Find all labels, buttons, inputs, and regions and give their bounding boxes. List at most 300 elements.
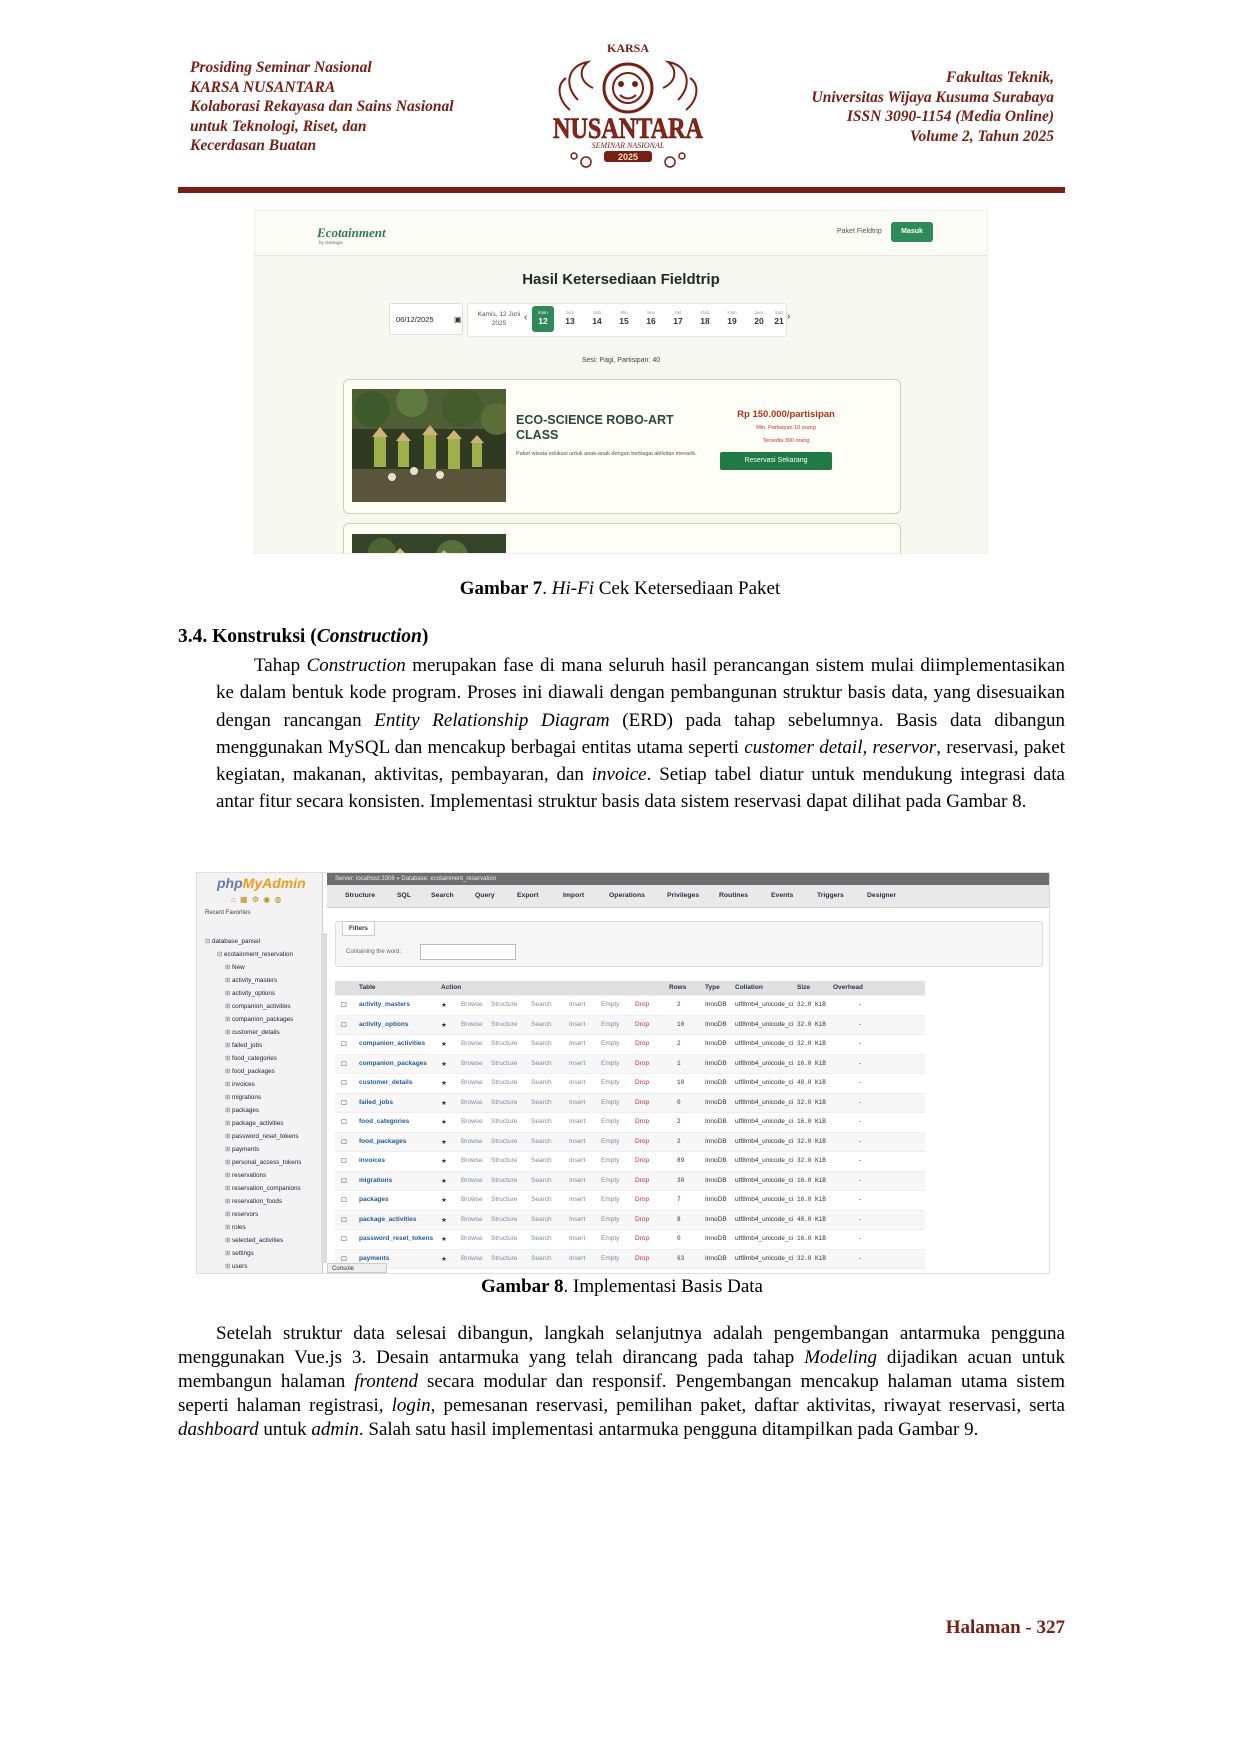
action-empty[interactable]: Empty [601,1079,620,1086]
favorite-star-icon[interactable]: ★ [441,1002,447,1009]
table-row [335,1211,925,1231]
action-browse[interactable]: Browse [461,1079,483,1086]
action-structure[interactable]: Structure [491,1098,518,1106]
table-name[interactable]: companion_packages [359,1059,427,1067]
row-checkbox[interactable]: ☐ [341,1236,347,1243]
tab-export[interactable]: Export [517,892,539,899]
table-icon: ⊞ [225,964,233,971]
package-name: ECO-SCIENCE ROBO-ART CLASS [516,413,674,442]
tree-item-label: New [232,964,245,971]
action-browse[interactable]: Browse [461,1254,483,1262]
row-checkbox[interactable]: ☐ [341,1041,347,1048]
favorite-star-icon[interactable]: ★ [441,1041,447,1048]
tree-item-label: selected_activities [232,1237,284,1244]
tab-query[interactable]: Query [475,892,495,899]
action-empty[interactable]: Empty [601,1040,620,1047]
action-browse[interactable]: Browse [461,1196,483,1203]
overhead: - [859,1254,862,1262]
database-icon: ⊟ [217,951,225,958]
prev-date-icon[interactable]: ‹ [524,312,528,323]
row-count: 30 [677,1176,685,1184]
app-brand[interactable]: Ecotainment [317,225,386,240]
tree-item[interactable] [201,1117,321,1130]
tree-item[interactable] [201,1013,321,1026]
tree-item-label: invoices [232,1081,255,1088]
tree-item[interactable] [201,1195,321,1208]
tree-item-label: activity_masters [232,977,278,984]
table-name[interactable]: migrations [359,1176,393,1184]
table-size: 16.0 KiB [797,1235,826,1242]
table-icon: ⊞ [225,1237,233,1244]
row-checkbox[interactable]: ☐ [341,1197,347,1204]
action-drop[interactable]: Drop [635,1157,650,1164]
action-drop[interactable]: Drop [635,1254,650,1262]
tree-item[interactable] [201,1000,321,1013]
text: , [862,736,873,758]
header-left [190,58,530,156]
action-search[interactable]: Search [531,1001,552,1008]
header-left-line: Prosiding Seminar Nasional [190,59,372,76]
tree-item-label: migrations [232,1094,262,1101]
action-insert[interactable]: Insert [569,1235,586,1242]
header-right-line: Universitas Wijaya Kusuma Surabaya [811,88,1054,106]
overhead: - [859,1040,862,1047]
tree-item-label: food_packages [232,1068,275,1075]
overhead: - [859,1196,862,1203]
header-left-line: Kecerdasan Buatan [190,137,317,154]
action-empty[interactable]: Empty [601,1118,620,1125]
pma-table-list [335,981,925,1274]
tab-search[interactable]: Search [431,892,454,899]
table-size: 16.0 KiB [797,1059,826,1067]
action-drop[interactable]: Drop [635,1059,650,1067]
action-structure[interactable]: Structure [491,1040,518,1047]
action-empty[interactable]: Empty [601,1215,620,1223]
pma-logo[interactable] [217,875,306,891]
collation: utf8mb4_unicode_ci [735,1118,794,1125]
favorite-star-icon[interactable]: ★ [441,1138,447,1146]
action-browse[interactable]: Browse [461,1001,483,1008]
action-search[interactable]: Search [531,1079,552,1086]
table-size: 48.0 KiB [797,1079,826,1086]
tree-item[interactable] [201,974,321,987]
table-name[interactable]: password_reset_tokens [359,1235,434,1242]
action-browse[interactable]: Browse [461,1215,483,1223]
action-structure[interactable]: Structure [491,1196,518,1203]
selected-date-label [468,304,530,334]
engine-type: InnoDB [705,1118,727,1125]
action-structure[interactable]: Structure [491,1235,518,1242]
tree-item[interactable] [201,1065,321,1078]
table-name[interactable]: activity_options [359,1020,409,1028]
pma-menu-bar [327,885,1049,908]
text: , pemesanan reservasi, pemilihan paket, daftar aktivitas, riwayat reservasi, serta [430,1395,1065,1416]
action-search[interactable]: Search [531,1235,552,1242]
day-date: 16 [646,316,656,326]
action-insert[interactable]: Insert [569,1059,586,1067]
row-checkbox[interactable]: ☐ [341,1119,347,1126]
table-name[interactable]: food_categories [359,1118,410,1125]
row-checkbox[interactable]: ☐ [341,1002,347,1009]
day-name: Jum [754,310,764,315]
tree-item[interactable] [201,1260,321,1273]
day-item[interactable] [559,306,581,332]
tree-item-label: failed_jobs [232,1042,263,1049]
table-icon: ⊞ [225,1185,233,1192]
action-search[interactable]: Search [531,1040,552,1047]
action-empty[interactable]: Empty [601,1059,620,1067]
col-type[interactable]: Type [705,984,720,991]
action-search[interactable]: Search [531,1157,552,1164]
action-browse[interactable]: Browse [461,1157,483,1164]
action-structure[interactable]: Structure [491,1254,518,1262]
action-empty[interactable]: Empty [601,1254,620,1262]
tab-routines[interactable]: Routines [719,892,749,899]
action-drop[interactable]: Drop [635,1176,650,1184]
table-row [335,1269,925,1274]
tree-item-label: reservors [232,1211,259,1218]
col-size[interactable]: Size [797,984,811,991]
action-empty[interactable]: Empty [601,1157,620,1164]
action-search[interactable]: Search [531,1098,552,1106]
table-row [335,1035,925,1055]
action-structure[interactable]: Structure [491,1157,518,1164]
login-button[interactable]: Masuk [891,222,933,242]
calendar-icon[interactable]: ▣ [454,315,462,324]
action-search[interactable]: Search [531,1196,552,1203]
date-strip [467,303,787,337]
day-name: Sel [674,310,682,315]
overhead: - [859,1001,862,1008]
tree-item[interactable] [201,1208,321,1221]
action-structure[interactable]: Structure [491,1079,518,1086]
tree-item[interactable] [201,1091,321,1104]
table-size: 32.0 KiB [797,1254,826,1262]
table-icon: ⊞ [225,1003,233,1010]
action-search[interactable]: Search [531,1137,552,1145]
collation: utf8mb4_unicode_ci [735,1020,794,1028]
table-icon: ⊞ [225,1146,233,1153]
row-count: 2 [677,1118,681,1125]
day-item[interactable] [613,306,635,332]
table-name[interactable]: invoices [359,1157,386,1164]
action-empty[interactable]: Empty [601,1098,620,1106]
tree-item[interactable] [201,1182,321,1195]
table-row [335,1191,925,1211]
text: (ERD) pada tahap sebelumnya. Basis data dibangun menggunakan MySQL dan mencakup berbagai entitas utama seperti [216,709,1065,758]
engine-type: InnoDB [705,1215,727,1223]
col-overhead[interactable]: Overhead [833,984,863,991]
pma-toolbar-icons[interactable]: ⌂ ▦ ⚙ ◉ ◍ [231,895,283,904]
action-empty[interactable]: Empty [601,1235,620,1242]
action-insert[interactable]: Insert [569,1157,586,1164]
row-checkbox[interactable]: ☐ [341,1216,347,1224]
favorite-star-icon[interactable]: ★ [441,1119,447,1126]
action-insert[interactable]: Insert [569,1215,586,1223]
action-insert[interactable]: Insert [569,1079,586,1086]
row-checkbox[interactable]: ☐ [341,1099,347,1107]
action-search[interactable]: Search [531,1254,552,1262]
date-input[interactable]: 06/12/2025 [389,303,463,335]
tree-item[interactable] [201,1169,321,1182]
tree-item-label: customer_details [232,1029,280,1036]
action-insert[interactable]: Insert [569,1254,586,1262]
action-insert[interactable]: Insert [569,1118,586,1125]
tree-item[interactable] [201,1234,321,1247]
tree-item[interactable] [201,1078,321,1091]
day-date: 17 [673,316,683,326]
day-item[interactable] [721,306,743,332]
action-browse[interactable]: Browse [461,1176,483,1184]
tree-item[interactable] [201,1221,321,1234]
table-icon: ⊞ [225,1068,233,1075]
action-structure[interactable]: Structure [491,1137,518,1145]
table-row [335,1074,925,1094]
action-insert[interactable]: Insert [569,1196,586,1203]
action-browse[interactable]: Browse [461,1235,483,1242]
overhead: - [859,1157,862,1164]
table-name[interactable]: companion_activities [359,1040,426,1047]
table-name[interactable]: packages [359,1196,389,1203]
tab-events[interactable]: Events [771,892,794,899]
action-insert[interactable]: Insert [569,1001,586,1008]
row-count: 0 [677,1098,681,1106]
action-structure[interactable]: Structure [491,1176,518,1184]
pma-scrollbar[interactable] [321,933,327,1263]
text-em: invoice [591,764,647,786]
row-checkbox[interactable]: ☐ [341,1138,347,1146]
reserve-button[interactable]: Reservasi Sekarang [720,452,832,470]
favorite-star-icon[interactable]: ★ [441,1021,447,1029]
action-empty[interactable]: Empty [601,1020,620,1028]
tab-operations[interactable]: Operations [609,892,645,899]
tree-item[interactable] [201,1052,321,1065]
action-drop[interactable]: Drop [635,1235,650,1242]
action-search[interactable]: Search [531,1176,552,1184]
table-header-row [335,981,925,996]
row-count: 63 [677,1254,685,1262]
engine-type: InnoDB [705,1196,727,1203]
action-insert[interactable]: Insert [569,1098,586,1106]
overhead: - [859,1059,862,1067]
action-drop[interactable]: Drop [635,1001,650,1008]
action-search[interactable]: Search [531,1059,552,1067]
next-date-icon[interactable]: › [787,311,791,322]
action-structure[interactable]: Structure [491,1118,518,1125]
tree-item[interactable] [201,1247,321,1260]
table-icon: ⊞ [225,977,233,984]
tab-triggers[interactable]: Triggers [817,892,844,899]
tree-item[interactable] [201,1026,321,1039]
tab-sql[interactable]: SQL [397,892,411,899]
table-size: 32.0 KiB [797,1001,826,1008]
col-table[interactable]: Table [359,984,376,991]
nav-paket-fieldtrip[interactable]: Paket Fieldtrip [837,228,882,235]
action-drop[interactable]: Drop [635,1118,650,1125]
table-icon: ⊞ [225,1081,233,1088]
action-drop[interactable]: Drop [635,1079,650,1086]
row-checkbox[interactable]: ☐ [341,1158,347,1165]
action-search[interactable]: Search [531,1215,552,1223]
tree-item-label: settings [232,1250,254,1257]
action-structure[interactable]: Structure [491,1059,518,1067]
collation: utf8mb4_unicode_ci [735,1040,794,1047]
row-checkbox[interactable]: ☐ [341,1255,347,1263]
favorite-star-icon[interactable]: ★ [441,1060,447,1068]
action-empty[interactable]: Empty [601,1137,620,1145]
favorite-star-icon[interactable]: ★ [441,1255,447,1263]
figure-8-screenshot [196,872,1050,1274]
action-drop[interactable]: Drop [635,1137,650,1145]
action-drop[interactable]: Drop [635,1020,650,1028]
session-info: Sesi: Pagi, Partisipan: 40 [581,357,661,364]
table-name[interactable]: activity_masters [359,1001,410,1008]
package-card [343,379,901,514]
action-insert[interactable]: Insert [569,1020,586,1028]
favorite-star-icon[interactable]: ★ [441,1099,447,1107]
tree-item-label: companion_packages [232,1016,294,1023]
pma-console-button[interactable]: Console [327,1263,387,1273]
tab-structure[interactable]: Structure [345,892,376,899]
day-name: Jum [565,310,575,315]
pma-side-tabs[interactable]: Recent Favorites [205,910,251,916]
col-rows[interactable]: Rows [669,984,687,991]
table-icon: ⊞ [225,1029,233,1036]
tree-item[interactable] [201,935,321,948]
action-insert[interactable]: Insert [569,1176,586,1184]
tree-item[interactable] [201,987,321,1000]
filter-input[interactable] [420,944,516,960]
action-empty[interactable]: Empty [601,1176,620,1184]
tab-import[interactable]: Import [563,892,585,899]
text-em: reservor [872,736,937,758]
row-count: 2 [677,1137,681,1145]
package-price: Rp 150.000/partisipan [737,409,835,420]
table-name[interactable]: failed_jobs [359,1098,393,1106]
pma-db-tree [201,935,321,1273]
paragraph-construction [216,652,1065,816]
tree-item[interactable] [201,1130,321,1143]
tab-privileges[interactable]: Privileges [667,892,700,899]
header-right-line: Volume 2, Tahun 2025 [909,127,1054,145]
action-search[interactable]: Search [531,1020,552,1028]
header-right-line: Fakultas Teknik, [946,69,1054,86]
action-browse[interactable]: Browse [461,1098,483,1106]
pma-logo-php: php [217,875,243,891]
action-structure[interactable]: Structure [491,1001,518,1008]
favorite-star-icon[interactable]: ★ [441,1158,447,1165]
action-browse[interactable]: Browse [461,1059,483,1067]
tree-item-label: payments [232,1146,260,1153]
table-row [335,1230,925,1250]
table-row [335,1016,925,1036]
row-checkbox[interactable]: ☐ [341,1021,347,1029]
day-item[interactable] [667,306,689,332]
day-item[interactable] [640,306,662,332]
table-name[interactable]: customer_details [359,1079,413,1086]
engine-type: InnoDB [705,1020,727,1028]
table-name[interactable]: food_packages [359,1137,407,1145]
action-empty[interactable]: Empty [601,1001,620,1008]
favorite-star-icon[interactable]: ★ [441,1236,447,1243]
tree-item-label: packages [232,1107,259,1114]
action-empty[interactable]: Empty [601,1196,620,1203]
tree-item[interactable] [201,1156,321,1169]
action-structure[interactable]: Structure [491,1215,518,1223]
collation: utf8mb4_unicode_ci [735,1001,794,1008]
logo-main-text: NUSANTARA [553,112,704,145]
action-insert[interactable]: Insert [569,1040,586,1047]
day-item[interactable] [532,306,554,332]
row-checkbox[interactable]: ☐ [341,1177,347,1185]
table-size: 16.0 KiB [797,1176,826,1184]
action-drop[interactable]: Drop [635,1215,650,1223]
row-checkbox[interactable]: ☐ [341,1060,347,1068]
action-browse[interactable]: Browse [461,1020,483,1028]
day-item[interactable] [586,306,608,332]
tab-designer[interactable]: Designer [867,892,897,899]
tree-item[interactable] [201,948,321,961]
day-date: 18 [700,316,710,326]
table-icon: ⊞ [225,1263,233,1270]
col-collation[interactable]: Collation [735,984,763,991]
action-drop[interactable]: Drop [635,1098,650,1106]
tree-item[interactable] [201,1039,321,1052]
action-drop[interactable]: Drop [635,1196,650,1203]
table-size: 32.0 KiB [797,1020,826,1028]
action-drop[interactable]: Drop [635,1040,650,1047]
package-photo [352,534,506,554]
table-icon: ⊞ [225,1133,233,1140]
day-name: Min [620,310,628,315]
day-date: 21 [774,316,784,326]
row-count: 7 [677,1196,681,1203]
row-checkbox[interactable]: ☐ [341,1080,347,1087]
app-brand-sub: by Geologix [319,240,343,245]
action-search[interactable]: Search [531,1118,552,1125]
action-browse[interactable]: Browse [461,1137,483,1145]
action-browse[interactable]: Browse [461,1118,483,1125]
tree-item[interactable] [201,1143,321,1156]
caption-label: Gambar 7 [459,578,543,599]
day-item[interactable] [694,306,716,332]
action-structure[interactable]: Structure [491,1020,518,1028]
text-em: dashboard [178,1419,259,1440]
action-insert[interactable]: Insert [569,1137,586,1145]
pma-breadcrumb[interactable]: Server: localhost:3306 » Database: ecotainment_reservation [327,873,1049,885]
tree-item[interactable] [201,1104,321,1117]
tree-item[interactable] [201,961,321,974]
page-number: Halaman - 327 [945,1617,1065,1638]
section-close: ) [421,626,429,647]
favorite-star-icon[interactable]: ★ [441,1197,447,1204]
table-name[interactable]: payments [359,1254,390,1262]
overhead: - [859,1235,862,1242]
day-item[interactable] [748,306,770,332]
table-icon: ⊞ [225,1159,233,1166]
favorite-star-icon[interactable]: ★ [441,1216,447,1224]
action-browse[interactable]: Browse [461,1040,483,1047]
figure-8-caption [196,1276,1048,1298]
day-name: Sab [592,310,601,315]
text: , reservasi, paket kegiatan, makanan, aktivitas, pembayaran, dan [216,736,1065,786]
favorite-star-icon[interactable]: ★ [441,1080,447,1087]
collation: utf8mb4_unicode_ci [735,1176,794,1184]
paragraph-frontend [178,1322,1065,1442]
favorite-star-icon[interactable]: ★ [441,1177,447,1185]
table-name[interactable]: package_activities [359,1215,417,1223]
header-right-line: ISSN 3090-1154 (Media Online) [846,108,1054,125]
